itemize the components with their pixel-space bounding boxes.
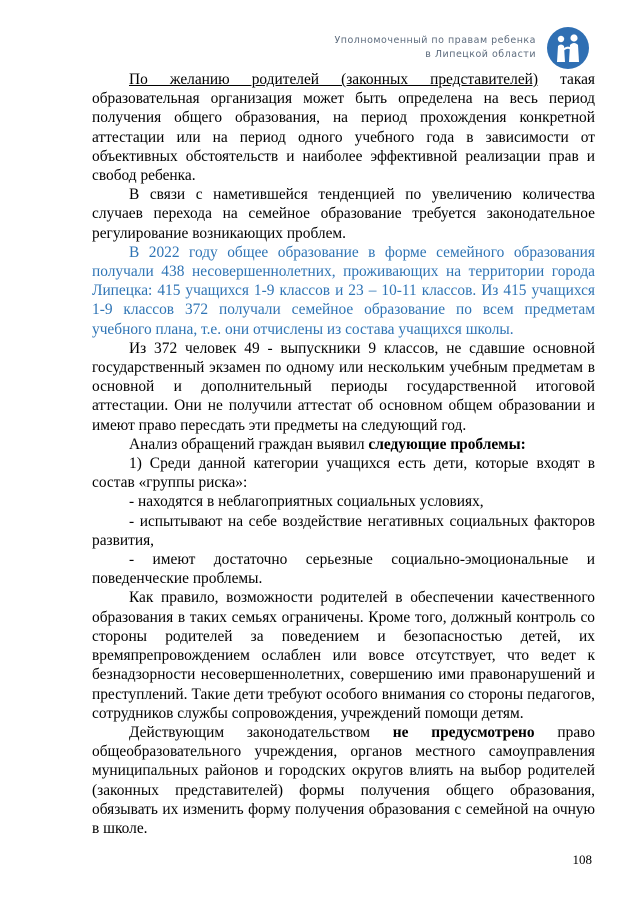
paragraph-4: Из 372 человек 49 - выпускники 9 классов, не сдавшие основной государственный экзамен по одному или нескольким учебным предметам в основной и дополнительный периоды государственной итоговой аттестации. Они не получили аттестат об основном общем образовании и имеют право пересдать эти предметы на следующий год.	[92, 339, 595, 434]
list-item: - имеют достаточно серьезные социально-эмоциональные и поведенческие проблемы.	[92, 551, 595, 588]
list-item: - испытывают на себе воздействие негативных социальных факторов развития,	[92, 512, 595, 549]
paragraph-8	[92, 723, 595, 838]
header-line-2: в Липецкой области	[425, 49, 536, 60]
ombudsman-logo-icon	[546, 26, 590, 70]
paragraph-5	[92, 435, 595, 454]
paragraph-5-text: Анализ обращений граждан выявил	[129, 435, 369, 453]
paragraph-1-text: такая образовательная организация может быть определена на весь период получения общего образования, на период прохождения конкретной аттестации или на период одного учебного года в зависимости от объективных обстоятельств и наиболее эффективной реализации прав и свобод ребенка.	[92, 71, 595, 185]
page-header	[334, 26, 590, 70]
paragraph-statistics: В 2022 году общее образование в форме семейного образования получали 438 несовершеннолетних, проживающих на территории города Липецка: 415 учащихся 1-9 классов и 23 – 10-11 классов. Из 415 учащихся 1-9 классов 372 получали семейное образование по всем предметам учебного плана, т.е. они отчислены из состава учащихся школы.	[92, 243, 595, 338]
paragraph-7: Как правило, возможности родителей в обеспечении качественного образования в таких семьях ограничены. Кроме того, должный контроль со стороны родителей за поведением и безопасностью детей, их времяпрепровождением ослаблен или вовсе отсутствует, что ведет к безнадзорности несовершеннолетних, совершению ими правонарушений и преступлений. Такие дети требуют особого внимания со стороны педагогов, сотрудников службы сопровождения, учреждений помощи детям.	[92, 589, 595, 722]
list-item: - находятся в неблагоприятных социальных условиях,	[129, 493, 484, 511]
underlined-phrase: По желанию родителей (законных представителей)	[129, 71, 539, 88]
bold-phrase: не предусмотрено	[392, 723, 535, 741]
document-body	[92, 70, 595, 838]
header-text	[334, 34, 536, 62]
header-line-1: Уполномоченный по правам ребенка	[334, 35, 536, 46]
paragraph-1	[92, 70, 595, 185]
page-number: 108	[572, 852, 592, 867]
bold-phrase: следующие проблемы:	[368, 435, 526, 453]
paragraph-2: В связи с наметившейся тенденцией по увеличению количества случаев перехода на семейное образование требуется законодательное регулирование возникающих проблем.	[92, 186, 595, 242]
paragraph-8-text-c: право общеобразовательного учреждения, органов местного самоуправления муниципальных районов и городских округов влиять на выбор родителей (законных представителей) формы получения общего образования, обязывать их изменить форму получения образования с семейной на очную в школе.	[92, 723, 596, 837]
paragraph-6: 1) Среди данной категории учащихся есть дети, которые входят в состав «группы риска»:	[92, 455, 595, 492]
paragraph-8-text-a: Действующим законодательством	[129, 723, 393, 741]
